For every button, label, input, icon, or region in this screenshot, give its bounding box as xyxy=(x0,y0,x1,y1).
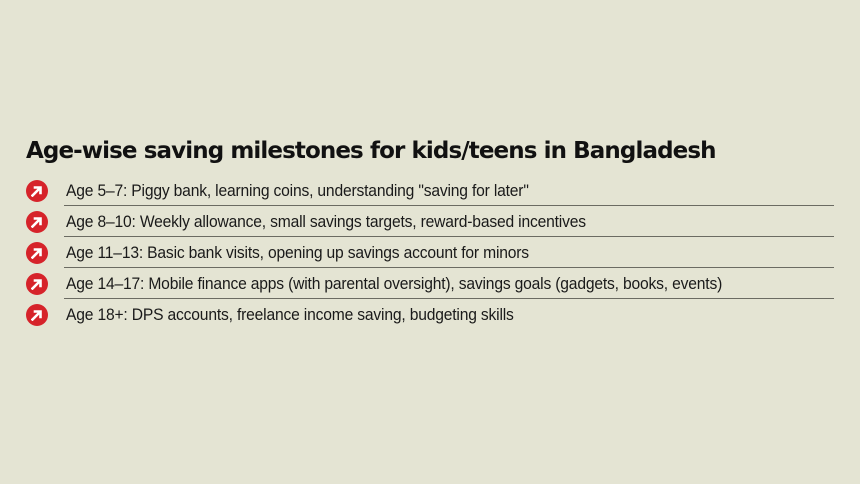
list-item xyxy=(26,206,834,237)
arrow-up-right-icon xyxy=(26,242,48,264)
arrow-up-right-icon xyxy=(26,211,48,233)
milestone-text: Age 11–13: Basic bank visits, opening up savings account for minors xyxy=(66,242,529,262)
milestone-text: Age 8–10: Weekly allowance, small savings targets, reward-based incentives xyxy=(66,211,586,231)
list-item xyxy=(26,175,834,206)
arrow-up-right-icon xyxy=(26,304,48,326)
list-item xyxy=(26,268,834,299)
arrow-up-right-icon xyxy=(26,273,48,295)
page-title: Age-wise saving milestones for kids/teens in Bangladesh xyxy=(26,138,716,164)
milestones-panel xyxy=(26,135,834,330)
milestone-text: Age 14–17: Mobile finance apps (with parental oversight), savings goals (gadgets, books, events) xyxy=(66,273,723,293)
milestone-list xyxy=(26,175,834,330)
list-item xyxy=(26,237,834,268)
arrow-up-right-icon xyxy=(26,180,48,202)
milestone-text: Age 5–7: Piggy bank, learning coins, understanding "saving for later" xyxy=(66,180,529,200)
milestone-text: Age 18+: DPS accounts, freelance income saving, budgeting skills xyxy=(66,304,514,324)
list-item xyxy=(26,299,834,330)
